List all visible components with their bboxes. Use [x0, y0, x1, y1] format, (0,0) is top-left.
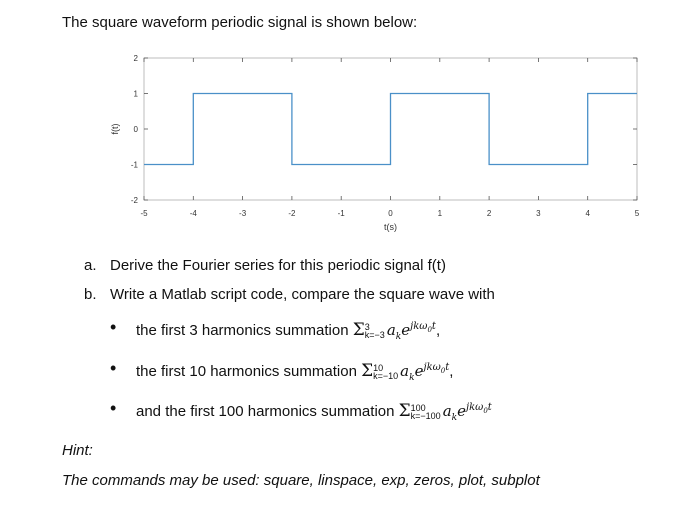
bullet-text: the first 3 harmonics summation [136, 322, 353, 339]
summation-upper: 10 [373, 363, 384, 373]
summation-upper: 3 [364, 322, 370, 332]
bullet-text: the first 10 harmonics summation [136, 363, 362, 380]
summation-symbol: Σ [352, 320, 365, 340]
x-tick-label: -1 [337, 209, 345, 218]
x-tick-label: 0 [388, 209, 393, 218]
hint-text: The commands may be used: square, linspace, exp, zeros, plot, subplot [62, 472, 540, 489]
summation-symbol: Σ [361, 361, 374, 381]
x-tick-label: 3 [536, 209, 541, 218]
summation-upper: 100 [410, 403, 426, 413]
x-tick-label: -4 [189, 209, 197, 218]
fourier-term: $a_ke^{jk\omega_0t}$ [386, 321, 436, 342]
bullet-text: and the first 100 harmonics summation [136, 403, 399, 420]
bullet-dot: • [110, 317, 117, 337]
fourier-term: $a_ke^{jk\omega_0t}$ [442, 402, 492, 423]
bullet-dot: • [110, 398, 117, 418]
y-tick-label: 0 [133, 125, 138, 134]
y-tick-label: -2 [130, 196, 138, 205]
question-heading: The square waveform periodic signal is shown below: [62, 14, 418, 31]
x-tick-label: -2 [288, 209, 296, 218]
y-axis-label: f(t) [110, 123, 120, 135]
bullet-item [110, 398, 492, 423]
bullet-punct: , [449, 363, 454, 380]
question-a [84, 257, 446, 274]
x-tick-label: 1 [437, 209, 443, 218]
bullet-dot: • [110, 358, 117, 378]
bullet-item [110, 317, 441, 342]
square-wave-plot [0, 0, 700, 250]
summation-lower: k=−100 [410, 411, 441, 421]
summation-symbol: Σ [398, 401, 411, 421]
question-b [84, 286, 495, 303]
question-b-marker: b. [84, 286, 97, 303]
summation-limits [373, 364, 398, 380]
x-tick-label: -5 [140, 209, 148, 218]
question-b-text: Write a Matlab script code, compare the square wave with [110, 286, 495, 303]
summation-limits [365, 323, 385, 339]
x-axis-label: t(s) [384, 222, 397, 232]
summation-lower: k=−10 [373, 371, 399, 381]
fourier-term: $a_ke^{jk\omega_0t}$ [400, 362, 450, 383]
summation-lower: k=−3 [364, 330, 385, 340]
x-tick-label: 2 [486, 209, 492, 218]
summation-limits [411, 404, 441, 420]
bullet-punct: , [435, 322, 441, 339]
hint-label: Hint: [62, 442, 93, 459]
y-tick-label: -1 [130, 160, 138, 170]
question-a-marker: a. [84, 257, 97, 274]
y-tick-label: 2 [133, 54, 138, 63]
y-tick-label: 1 [133, 89, 138, 99]
x-tick-label: 5 [634, 209, 640, 218]
x-tick-label: 4 [585, 209, 590, 218]
x-tick-label: -3 [239, 209, 247, 218]
square-wave-line [144, 94, 637, 165]
question-a-text: Derive the Fourier series for this periodic signal f(t) [110, 257, 446, 274]
bullet-item [110, 358, 454, 383]
